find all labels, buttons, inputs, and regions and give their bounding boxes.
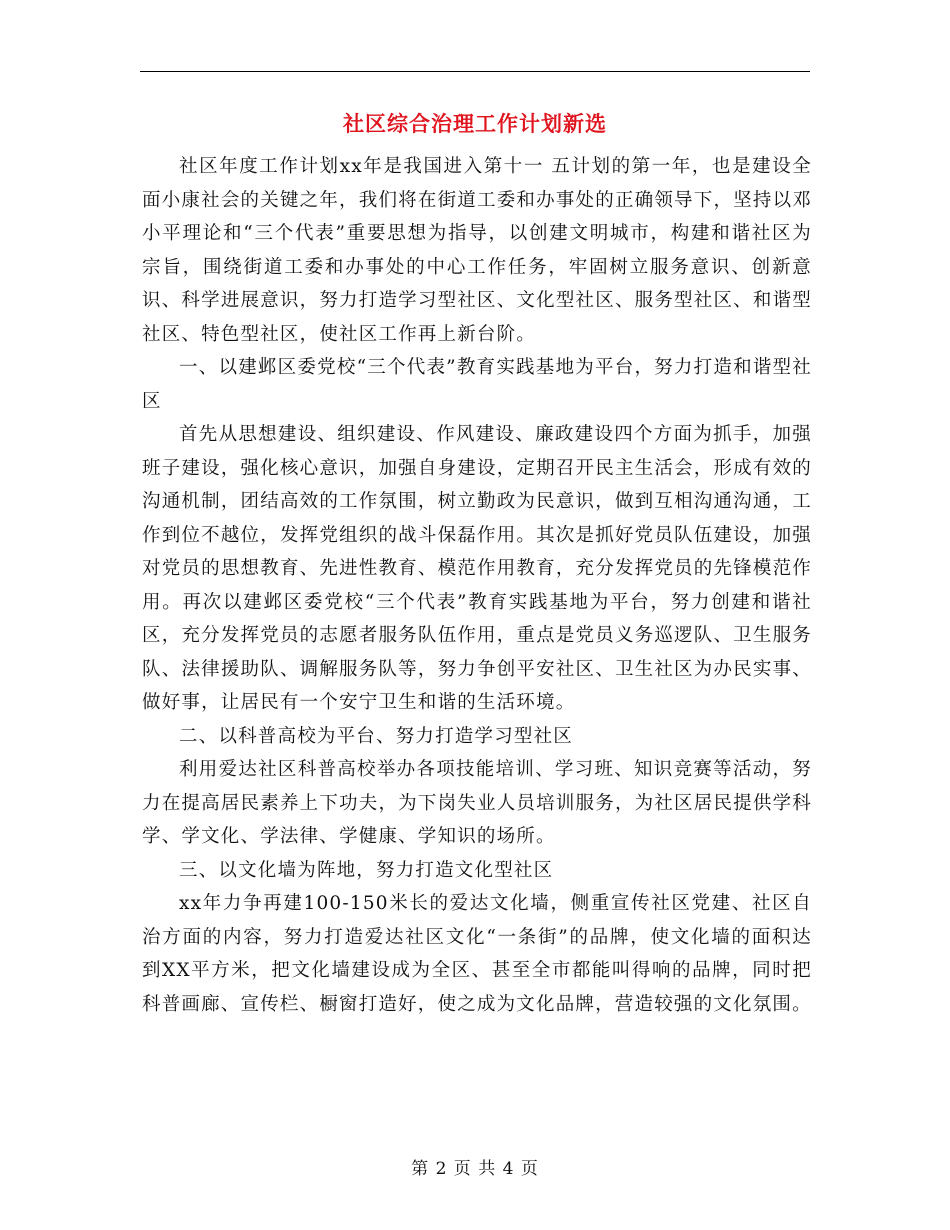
section-paragraph-1: 首先从思想建设、组织建设、作风建设、廉政建设四个方面为抓手，加强班子建设，强化核心意识，加强自身建设，定期召开民主生活会，形成有效的沟通机制，团结高效的工作氛围，树立勤政为民意识，做到互相沟通沟通，工作到位不越位，发挥党组织的战斗保磊作用。其次是抓好党员队伍建设，加强对党员的思想教育、先进性教育、模范作用教育，充分发挥党员的先锋模范作用。再次以建邺区委党校“三个代表”教育实践基地为平台，努力创建和谐社区，充分发挥党员的志愿者服务队伍作用，重点是党员义务巡逻队、卫生服务队、法律援助队、调解服务队等，努力争创平安社区、卫生社区为办民实事、做好事，让居民有一个安宁卫生和谐的生活环境。 [142, 424, 812, 713]
document-body [142, 150, 812, 1021]
intro-paragraph: 社区年度工作计划xx年是我国进入第十一 五计划的第一年，也是建设全面小康社会的关键之年，我们将在街道工委和办事处的正确领导下，坚持以邓小平理论和“三个代表”重要思想为指导，以创建文明城市，构建和谐社区为宗旨，围绕街道工委和办事处的中心工作任务，牢固树立服务意识、创新意识、科学进展意识，努力打造学习型社区、文化型社区、服务型社区、和谐型社区、特色型社区，使社区工作再上新台阶。 [142, 156, 812, 345]
header-rule [140, 71, 810, 72]
section-heading-1: 一、以建邺区委党校“三个代表”教育实践基地为平台，努力打造和谐型社区 [142, 357, 812, 412]
section-heading-2: 二、以科普高校为平台、努力打造学习型社区 [179, 725, 574, 747]
page-footer: 第 2 页 共 4 页 [411, 1159, 539, 1179]
section-paragraph-3: xx年力争再建100-150米长的爱达文化墙，侧重宣传社区党建、社区自治方面的内容，努力打造爱达社区文化“一条街”的品牌，使文化墙的面积达到XX平方米，把文化墙建设成为全区、甚至全市都能叫得响的品牌，同时把科普画廊、宣传栏、橱窗打造好，使之成为文化品牌，营造较强的文化氛围。 [142, 893, 812, 1015]
document-title: 社区综合治理工作计划新选 [343, 111, 607, 136]
section-paragraph-2: 利用爱达社区科普高校举办各项技能培训、学习班、知识竞赛等活动，努力在提高居民素养上下功夫，为下岗失业人员培训服务，为社区居民提供学科学、学文化、学法律、学健康、学知识的场所。 [142, 759, 812, 847]
section-heading-3: 三、以文化墙为阵地，努力打造文化型社区 [179, 859, 554, 881]
